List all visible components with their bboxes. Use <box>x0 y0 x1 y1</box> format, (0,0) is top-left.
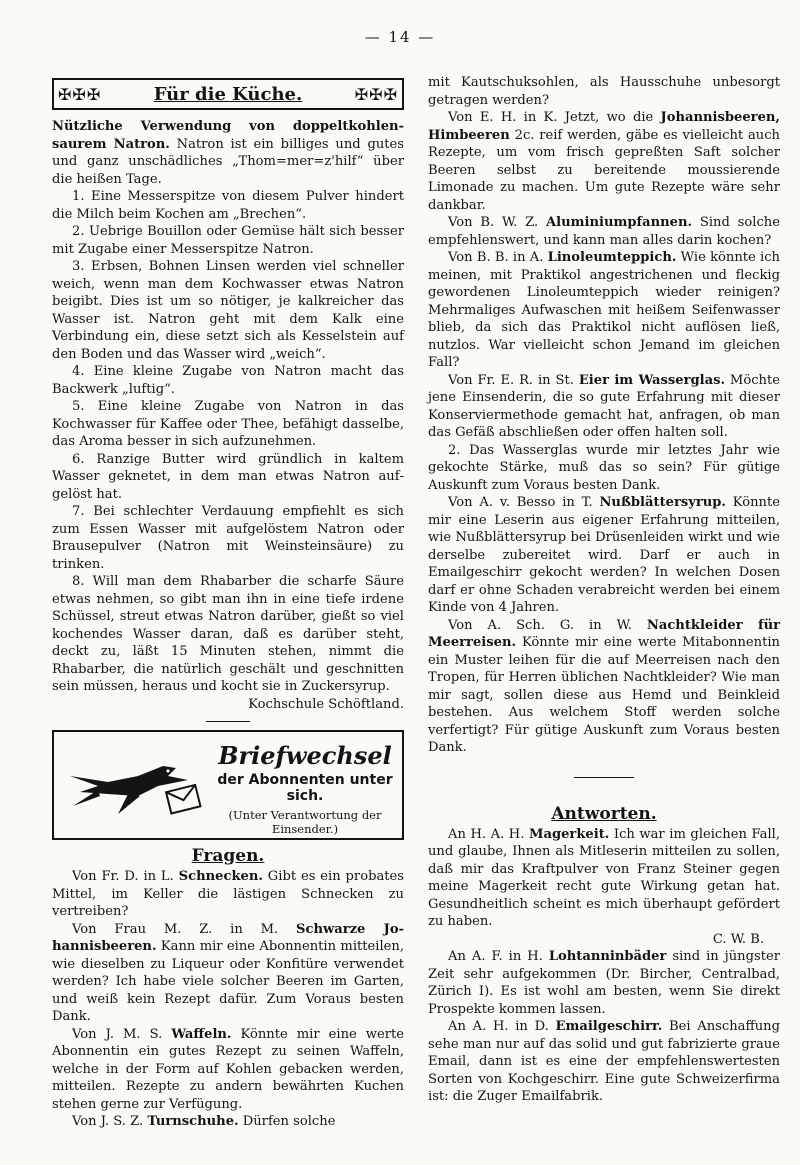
kueche-paragraph: 4. Eine kleine Zugabe von Natron macht das Backwerk „luftig“. <box>52 364 404 397</box>
kueche-paragraph: 5. Eine kleine Zugabe von Natron in das Kochwasser für Kaffee oder Thee, befähigt dasselbe, das Aroma besser in sich aufzunehmen. <box>52 399 404 449</box>
answer-paragraph: An A. F. in H. Lohtanninbäder sind in jüngster Zeit sehr aufgekommen (Dr. Bircher, Centralbad, Zürich I). Es ist wohl am besten, wenn Sie direkt Prospekte kommen lassen. <box>428 949 780 1017</box>
question-paragraph: Von A. v. Besso in T. Nußblättersyrup. Könnte mir eine Leserin aus eigener Erfahrung mitteilen, wie Nußblättersyrup bei Drüsenleiden wirkt und wie derselbe zubereitet wird. Darf er auch in Emailgeschirr gekocht werden? In welchen Dosen darf er ohne Schaden verabreicht werden bei einem Kinde von 4 Jahren. <box>428 495 780 615</box>
article-title: Nützliche Verwendung von doppeltkohlensaurem Natron. <box>52 119 404 152</box>
kueche-paragraph: 3. Erbsen, Bohnen Linsen werden viel schneller weich, wenn man dem Kochwasser etwas Natron beigibt. Dies ist um so nötiger, je kalkreicher das Wasser ist. Natron geht mit dem Kalk eine Verbindung ein, diese setzt sich als Kesselstein auf den Boden und das Wasser wird „weich“. <box>52 259 404 362</box>
kueche-paragraph: 8. Will man dem Rhabarber die scharfe Säure etwas nehmen, so gibt man ihn in eine tiefe irdene Schüssel, streut etwas Natron darüber, gießt so viel kochendes Wasser daran, daß es darüber steht, deckt zu, läßt 15 Minuten stehen, nimmt die Rhabarber, die natürlich geschält und geschnitten sein müssen, heraus und kocht sie in Zuckersyrup. <box>52 574 404 694</box>
question-paragraph: Von Frau M. Z. in M. Schwarze Johannisbeeren. Kann mir eine Abonnentin mitteilen, wie dieselben zu Liqueur oder Konfitüre verwendet werden? Ich habe viele solcher Beeren im Garten, und weiß kein Rezept dafür. Zum Voraus besten Dank. <box>52 921 404 1024</box>
briefwechsel-subtitle: der Abonnenten unter sich. <box>217 772 393 804</box>
briefwechsel-title: Briefwechsel <box>218 741 392 770</box>
question-paragraph: Von J. S. Z. Turnschuhe. Dürfen solche <box>72 1114 336 1129</box>
divider <box>206 721 250 722</box>
kueche-paragraph: Nützliche Verwendung von doppeltkohlensaurem Natron. Natron ist ein billiges und gutes und ganz unschädliches „Thom=mer=z'hilf“ über die heißen Tage. <box>52 119 404 187</box>
divider <box>574 777 634 778</box>
question-paragraph: Von B. W. Z. Aluminiumpfannen. Sind solche empfehlenswert, und kann man alles darin kochen? <box>428 215 780 248</box>
kueche-paragraph: 7. Bei schlechter Verdauung empfiehlt es sich zum Essen Wasser mit aufgelöstem Natron oder Brausepulver (Natron mit Weinsteinsäure) zu trinken. <box>52 504 404 572</box>
question-continuation: mit Kautschuksohlen, als Hausschuhe unbesorgt getragen werden? <box>428 75 780 108</box>
right-column <box>428 74 780 1106</box>
briefwechsel-header <box>52 730 404 840</box>
answer-paragraph: An H. A. H. Magerkeit. Ich war im gleichen Fall, und glaube, Ihnen als Mitleserin mitteilen zu sollen, daß mir das Kraftpulver von Franz Steiner gegen meine Magerkeit recht gute Wirkung getan hat. Gesundheitlich scheint es mich überhaupt gefördert zu haben. <box>428 826 780 929</box>
section-title: Für die Küche. <box>153 83 303 105</box>
kueche-paragraph: 1. Eine Messerspitze von diesem Pulver hindert die Milch beim Kochen am „Brechen“. <box>52 189 404 222</box>
kueche-paragraph: 6. Ranzige Butter wird gründlich in kaltem Wasser geknetet, in dem man etwas Natron aufgelöst hat. <box>52 451 404 502</box>
fragen-heading: Fragen. <box>191 846 265 866</box>
answer-signature: C. W. B. <box>712 931 764 947</box>
antworten-heading: Antworten. <box>551 803 657 824</box>
page-number: — 14 — <box>364 28 436 46</box>
section-header-kueche <box>52 78 404 110</box>
question-paragraph: Von J. M. S. Waffeln. Könnte mir eine werte Abonnentin ein gutes Rezept zu seinen Waffeln, welche in der Form auf Kohlen gebacken werden, mitteilen. Rezepte zu andern bewährten Kuchen stehen gerne zur Verfügung. <box>52 1026 404 1112</box>
ornament-left-icon: ✠✠✠ <box>58 84 102 104</box>
bird-with-letter-icon <box>68 746 208 826</box>
kueche-signature: Kochschule Schöftland. <box>248 696 404 712</box>
question-paragraph: Von B. B. in A. Linoleumteppich. Wie könnte ich meinen, mit Praktikol angestrichenen und fleckig gewordenen Linoleumteppich wieder reinigen? Mehrmaliges Aufwaschen mit heißem Seifenwasser blieb, da sich das Praktikol nicht auflösen ließ, nutzlos. War vielleicht schon Jemand im gleichen Fall? <box>428 250 780 370</box>
left-column <box>52 78 404 1131</box>
ornament-right-icon: ✠✠✠ <box>354 84 398 104</box>
question-paragraph: Von E. H. in K. Jetzt, wo die Johannisbeeren, Himbeeren 2c. reif werden, gäbe es vielleicht auch Rezepte, um vom frisch gepreßten Saft solcher Beeren selbst zu bereitende moussierende Limonade zu machen. Um gute Rezepte wäre sehr dankbar. <box>428 110 780 213</box>
kueche-paragraph: 2. Uebrige Bouillon oder Gemüse hält sich besser mit Zugabe einer Messerspitze Natron. <box>52 224 404 257</box>
question-paragraph: Von Fr. D. in L. Schnecken. Gibt es ein probates Mittel, im Keller die lästigen Schnecken zu vertreiben? <box>52 869 404 919</box>
question-paragraph: Von Fr. E. R. in St. Eier im Wasserglas. Möchte jene Einsenderin, die so gute Erfahrung mit dieser Konserviermethode gemacht hat, anfragen, ob man das Gefäß abschließen oder offen halten soll. <box>428 372 780 440</box>
question-paragraph: Von A. Sch. G. in W. Nachtkleider für Meerreisen. Könnte mir eine werte Mitabonnentin ein Muster leihen für die auf Meerreisen nach den Tropen, für Herren üblichen Nachtkleider? Wie man mir sagt, sollen diese aus Hemd und Beinkleid bestehen. Aus welchem Stoff werden solche verfertigt? Für gütige Auskunft zum Voraus besten Dank. <box>428 617 780 755</box>
answer-paragraph: An A. H. in D. Emailgeschirr. Bei Anschaffung sehe man nur auf das solid und gut fabrizierte graue Email, dann ist es eine der empfehlenswertesten Sorten von Kochgeschirr. Eine gute Schweizerfirma ist: die Zuger Emailfabrik. <box>428 1019 780 1104</box>
question-paragraph: 2. Das Wasserglas wurde mir letztes Jahr wie gekochte Stärke, muß das so sein? Für gütige Auskunft zum Voraus besten Dank. <box>428 442 780 493</box>
briefwechsel-note: (Unter Verantwortung der Einsender.) <box>228 808 382 836</box>
